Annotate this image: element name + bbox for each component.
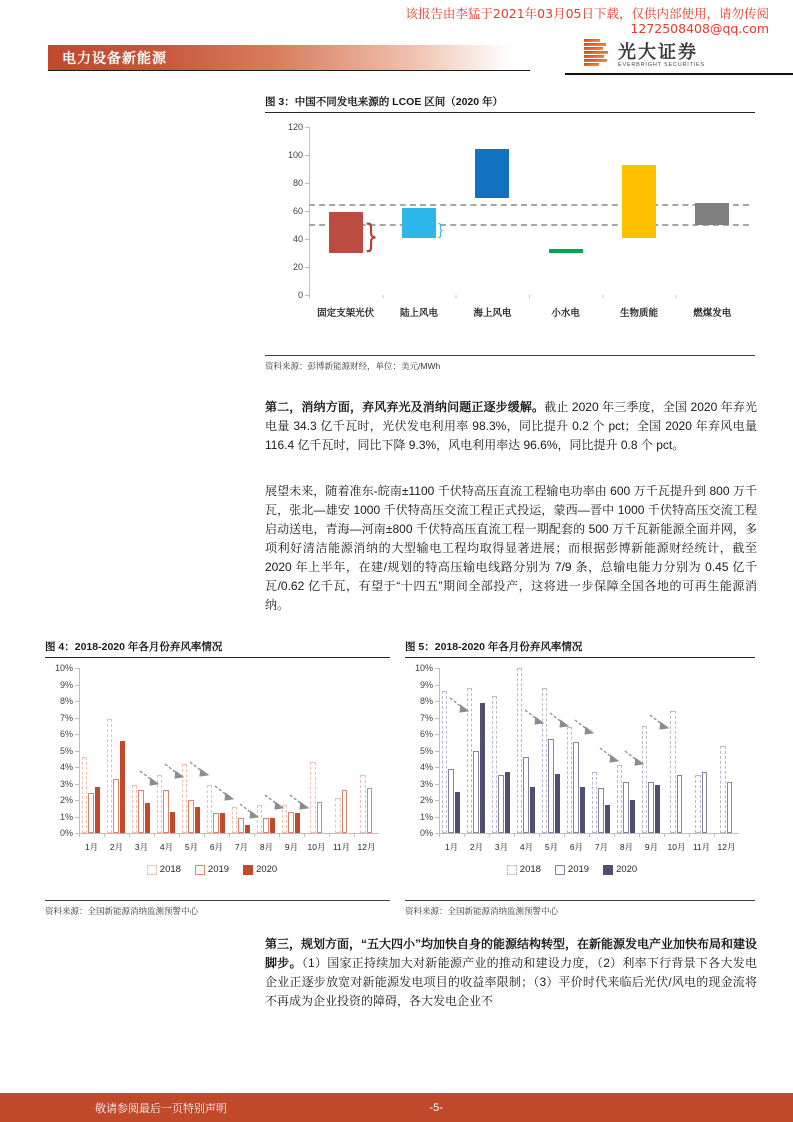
- y-tick-label: 2%: [59, 795, 73, 805]
- month-bar-2018: [617, 765, 623, 833]
- legend-swatch: [603, 865, 613, 875]
- month-bar-2019: [342, 790, 348, 833]
- y-axis: [79, 668, 80, 833]
- legend-label: 2019: [207, 864, 230, 875]
- month-bar-2020: [220, 813, 226, 833]
- x-axis: [79, 833, 379, 837]
- month-bar-2018: [232, 807, 238, 833]
- paragraph-planning-body: （1）国家正持续加大对新能源产业的推动和建设力度，（2）利率下行背景下各大发电企业正逐步放宽对新能源发电项目的收益率限制；（3）平价时代来临后光伏/风电的现金流将不再成为企业投资的障碍，各大发电企业不: [265, 956, 757, 1008]
- month-bar-2020: [95, 787, 101, 833]
- y-tick-mark: [435, 668, 439, 669]
- y-tick-label: 60: [292, 206, 303, 216]
- y-tick-mark: [305, 155, 309, 156]
- month-label: 3月: [134, 842, 149, 852]
- y-tick-mark: [305, 183, 309, 184]
- wind-curtailment-chart: [45, 664, 390, 896]
- month-label: 2月: [109, 842, 124, 852]
- brand-name-en: EVERBRIGHT SECURITIES: [618, 62, 705, 68]
- header-right-rule: [565, 73, 793, 75]
- month-bar-2019: [138, 790, 144, 833]
- month-bar-2019: [598, 788, 604, 833]
- legend-item: [555, 864, 589, 875]
- month-bar-2018: [642, 726, 648, 833]
- figure-5-title-rule: [405, 657, 755, 658]
- legend-label: 2018: [519, 864, 541, 875]
- month-labels: [79, 841, 379, 853]
- y-tick-mark: [75, 685, 79, 686]
- month-bar-2018: [720, 746, 726, 833]
- y-tick-label: 1%: [419, 811, 433, 822]
- month-bar-2019: [498, 775, 504, 833]
- legend-label: 2020: [256, 864, 278, 875]
- y-tick-label: 4%: [59, 762, 73, 772]
- y-tick-mark: [435, 767, 439, 768]
- lcoe-range-chart: [265, 121, 755, 349]
- decline-arrow-icon: [289, 793, 313, 818]
- page-footer: [0, 1093, 793, 1122]
- month-bar-2018: [517, 668, 523, 833]
- legend-label: 2020: [616, 864, 638, 875]
- x-category-label: 陆上风电: [399, 308, 438, 319]
- month-bar-2019: [648, 782, 654, 833]
- paragraph-uhv-outlook: [265, 482, 757, 615]
- figure-5-title: 图 5：2018-2020 年各月份弃风率情况: [405, 641, 583, 653]
- y-tick-mark: [75, 701, 79, 702]
- month-bar-2019: [473, 751, 479, 834]
- y-tick-label: 40: [292, 234, 303, 244]
- month-bar-2020: [555, 774, 561, 833]
- brand-name-cn: 光大证券: [618, 42, 698, 62]
- month-label: 1月: [84, 842, 99, 852]
- month-bar-2019: [702, 772, 708, 833]
- month-label: 12月: [717, 842, 736, 852]
- month-label: 8月: [259, 842, 274, 852]
- legend-label: 2019: [567, 864, 590, 875]
- decline-arrow-icon: [189, 760, 213, 785]
- legend: [405, 864, 739, 875]
- figure-3-title-rule: [265, 112, 755, 113]
- month-bar-2019: [113, 779, 119, 833]
- month-label: 10月: [307, 842, 326, 852]
- lcoe-range-bar: [622, 165, 656, 238]
- month-label: 10月: [667, 842, 686, 852]
- month-label: 7月: [594, 842, 609, 852]
- y-tick-label: 100: [287, 150, 303, 160]
- y-tick-label: 80: [292, 178, 303, 188]
- month-label: 6月: [209, 842, 224, 852]
- legend-item: [243, 864, 277, 875]
- month-label: 1月: [444, 842, 459, 852]
- footer-disclaimer: 敬请参阅最后一页特别声明: [95, 1102, 227, 1115]
- y-tick-mark: [75, 668, 79, 669]
- month-label: 11月: [692, 842, 711, 852]
- y-tick-mark: [305, 211, 309, 212]
- figure-4: [45, 640, 390, 917]
- month-label: 12月: [357, 842, 376, 852]
- month-bar-2018: [492, 696, 498, 833]
- y-tick-mark: [435, 751, 439, 752]
- decline-arrow-icon: [574, 718, 598, 743]
- month-bar-2019: [727, 782, 733, 833]
- y-tick-label: 10%: [54, 663, 73, 673]
- month-bar-2020: [195, 807, 201, 833]
- decline-arrow-icon: [599, 746, 623, 771]
- watermark-email: 1272508408@qq.com: [630, 21, 769, 36]
- month-bar-2019: [677, 775, 683, 833]
- legend-swatch: [147, 865, 157, 875]
- decline-arrow-icon: [264, 793, 288, 818]
- section-title: 电力设备新能源: [62, 49, 167, 66]
- month-label: 7月: [234, 842, 249, 852]
- month-bar-2019: [573, 742, 579, 833]
- month-bar-2018: [695, 775, 701, 833]
- y-tick-label: 5%: [59, 745, 73, 756]
- y-tick-label: 3%: [59, 778, 73, 789]
- lcoe-range-bar: [329, 212, 363, 253]
- legend-swatch: [555, 865, 565, 875]
- figure-5: [405, 640, 755, 917]
- month-bar-2018: [207, 785, 213, 833]
- section-header-bar: [48, 45, 530, 71]
- decline-arrow-icon: [449, 696, 473, 721]
- month-label: 9月: [644, 842, 659, 852]
- decline-arrow-icon: [164, 762, 188, 787]
- month-bar-2018: [567, 727, 573, 833]
- y-axis: [309, 127, 310, 295]
- paragraph-consumption-body: 截止 2020 年三季度，全国 2020 年弃光电量 34.3 亿千瓦时，光伏发电利用率 98.3%，同比提升 0.2 个 pct；全国 2020 年弃风电量 116.4 亿千瓦时，同比下降 9.3%，风电利用率达 96.6%，同比提升 0.8 个 pct。: [265, 400, 757, 452]
- y-tick-label: 9%: [419, 679, 433, 690]
- legend-label: 2018: [159, 864, 181, 875]
- month-label: 4月: [519, 842, 534, 852]
- paragraph-consumption-lead: 第二，消纳方面，弃风弃光及消纳问题正逐步缓解。: [265, 400, 545, 414]
- y-tick-mark: [435, 817, 439, 818]
- figure-4-title-rule: [45, 657, 390, 658]
- y-tick-mark: [305, 267, 309, 268]
- legend-swatch: [243, 865, 253, 875]
- y-tick-mark: [435, 734, 439, 735]
- month-bar-2020: [605, 805, 611, 833]
- y-tick-mark: [75, 718, 79, 719]
- legend-item: [507, 864, 541, 875]
- range-brace: }: [437, 220, 445, 240]
- brand-logo: [565, 38, 787, 73]
- download-watermark: [405, 6, 769, 36]
- month-bar-2019: [548, 739, 554, 833]
- x-category-label: 海上风电: [473, 308, 512, 319]
- lcoe-range-bar: [402, 208, 436, 237]
- y-tick-label: 6%: [59, 729, 73, 739]
- y-tick-mark: [435, 701, 439, 702]
- y-tick-label: 4%: [419, 762, 433, 772]
- month-labels: [439, 841, 739, 853]
- month-label: 9月: [284, 842, 299, 852]
- y-tick-label: 10%: [414, 663, 433, 673]
- month-bar-2019: [623, 782, 629, 833]
- lcoe-range-bar: [475, 149, 509, 198]
- x-category-label: 固定支架光伏: [317, 308, 375, 319]
- decline-arrow-icon: [214, 784, 238, 809]
- decline-arrow-icon: [239, 802, 263, 827]
- month-bar-2020: [120, 741, 126, 833]
- decline-arrow-icon: [549, 711, 573, 736]
- figure-5-source: 资料来源：全国新能源消纳监测预警中心: [405, 906, 559, 916]
- y-tick-mark: [305, 127, 309, 128]
- month-label: 3月: [494, 842, 509, 852]
- legend-item: [603, 864, 637, 875]
- month-label: 6月: [569, 842, 584, 852]
- x-axis: [439, 833, 739, 837]
- decline-arrow-icon: [624, 749, 648, 774]
- legend-item: [195, 864, 229, 875]
- decline-arrow-icon: [139, 769, 163, 794]
- y-tick-label: 2%: [419, 795, 433, 805]
- range-brace: }: [363, 216, 378, 255]
- month-label: 4月: [159, 842, 174, 852]
- y-tick-mark: [305, 239, 309, 240]
- month-label: 5月: [544, 842, 559, 852]
- y-tick-label: 9%: [59, 679, 73, 690]
- y-tick-mark: [75, 817, 79, 818]
- month-bar-2020: [170, 812, 176, 833]
- figure-4-title: 图 4：2018-2020 年各月份弃风率情况: [45, 641, 223, 653]
- paragraph-uhv-outlook-body: 展望未来，随着准东-皖南±1100 千伏特高压直流工程输电功率由 600 万千瓦提升到 800 万千瓦，张北—雄安 1000 千伏特高压交流工程正式投运，蒙西—晋中 1000 千伏特高压交流工程启动送电，青海—河南±800 千伏特高压直流工程一期配套的 500 万千瓦新能源全面并网，多项利好清洁能源消纳的大型输电工程均取得显著进展；而根据彭博新能源财经统计，截至 2020 年上半年，在建/规划的特高压输电线路分别为 7/9 条，总输电能力分别为 0.45 亿千瓦/0.62 亿千瓦，有望于“十四五”期间全部投产，这将进一步保障全国各地的可再生能源消纳。: [265, 484, 757, 612]
- y-tick-mark: [75, 751, 79, 752]
- legend-swatch: [507, 865, 517, 875]
- month-bar-2019: [367, 788, 373, 833]
- month-bar-2018: [360, 775, 366, 833]
- month-bar-2020: [480, 703, 486, 833]
- month-bar-2020: [145, 803, 151, 833]
- month-bar-2019: [213, 813, 219, 833]
- month-label: 11月: [332, 842, 351, 852]
- x-category-label: 燃煤发电: [693, 308, 732, 319]
- y-axis: [439, 668, 440, 833]
- month-bar-2020: [505, 772, 511, 833]
- month-bar-2019: [263, 818, 269, 833]
- figure-4-source: 资料来源：全国新能源消纳监测预警中心: [45, 906, 199, 916]
- month-bar-2019: [448, 769, 454, 833]
- month-bar-2020: [580, 787, 586, 833]
- month-bar-2019: [188, 800, 194, 833]
- y-tick-label: 7%: [59, 712, 73, 723]
- y-tick-label: 0%: [59, 828, 73, 838]
- month-label: 5月: [184, 842, 199, 852]
- month-bar-2019: [317, 802, 323, 833]
- figure-3: [265, 95, 755, 372]
- legend: [45, 864, 379, 875]
- month-bar-2018: [107, 719, 113, 833]
- y-tick-mark: [435, 685, 439, 686]
- decline-arrow-icon: [524, 708, 548, 733]
- x-axis-ticks: [309, 295, 749, 298]
- month-bar-2018: [82, 757, 88, 833]
- month-bar-2020: [270, 818, 276, 833]
- footer-page-number: -5-: [429, 1101, 443, 1114]
- y-tick-mark: [435, 784, 439, 785]
- y-tick-mark: [75, 767, 79, 768]
- month-bar-2020: [530, 787, 536, 833]
- y-tick-mark: [75, 800, 79, 801]
- month-bar-2018: [592, 772, 598, 833]
- paragraph-planning-lead: 第三，规划方面，“五大四小”均加快自身的能源结构转型，在新能源发电产业加快布局和建设脚步。: [265, 937, 758, 970]
- month-label: 2月: [469, 842, 484, 852]
- y-tick-label: 8%: [419, 696, 433, 706]
- y-tick-mark: [75, 784, 79, 785]
- month-bar-2018: [335, 798, 341, 833]
- y-tick-label: 6%: [419, 729, 433, 739]
- legend-swatch: [195, 865, 205, 875]
- figure-3-source: 资料来源：彭博新能源财经，单位：美元/MWh: [265, 361, 441, 371]
- month-bar-2019: [163, 790, 169, 833]
- month-bar-2020: [655, 785, 661, 833]
- paragraph-planning: [265, 935, 757, 1011]
- everbright-logo-icon: [583, 38, 611, 73]
- month-label: 8月: [619, 842, 634, 852]
- curtailment-chart-2: [405, 664, 755, 896]
- month-bar-2019: [88, 793, 94, 833]
- month-bar-2019: [523, 757, 529, 833]
- y-tick-label: 3%: [419, 778, 433, 789]
- y-tick-label: 5%: [419, 745, 433, 756]
- y-tick-mark: [75, 734, 79, 735]
- y-tick-label: 0%: [419, 828, 433, 838]
- figure-3-title: 图 3：中国不同发电来源的 LCOE 区间（2020 年）: [265, 96, 504, 108]
- month-bar-2020: [455, 792, 461, 833]
- y-tick-label: 8%: [59, 696, 73, 706]
- y-tick-label: 7%: [419, 712, 433, 723]
- x-category-label: 生物质能: [619, 308, 658, 319]
- y-tick-mark: [435, 718, 439, 719]
- month-bar-2018: [132, 785, 138, 833]
- legend-item: [147, 864, 181, 875]
- y-tick-label: 20: [292, 262, 303, 272]
- x-category-labels: [309, 305, 749, 319]
- lcoe-range-bar: [695, 203, 729, 225]
- y-tick-label: 120: [287, 122, 303, 132]
- x-category-label: 小水电: [551, 308, 580, 319]
- month-bar-2018: [442, 691, 448, 833]
- y-tick-label: 1%: [59, 811, 73, 822]
- decline-arrow-icon: [649, 713, 673, 738]
- y-tick-mark: [435, 800, 439, 801]
- month-bar-2020: [630, 800, 636, 833]
- paragraph-consumption: [265, 398, 757, 455]
- reference-dashed-line: [309, 204, 749, 206]
- lcoe-range-bar: [549, 249, 583, 253]
- watermark-line1: 该报告由李猛于2021年03月05日下载，仅供内部使用，请勿传阅: [405, 6, 769, 21]
- y-tick-label: 0: [297, 290, 303, 300]
